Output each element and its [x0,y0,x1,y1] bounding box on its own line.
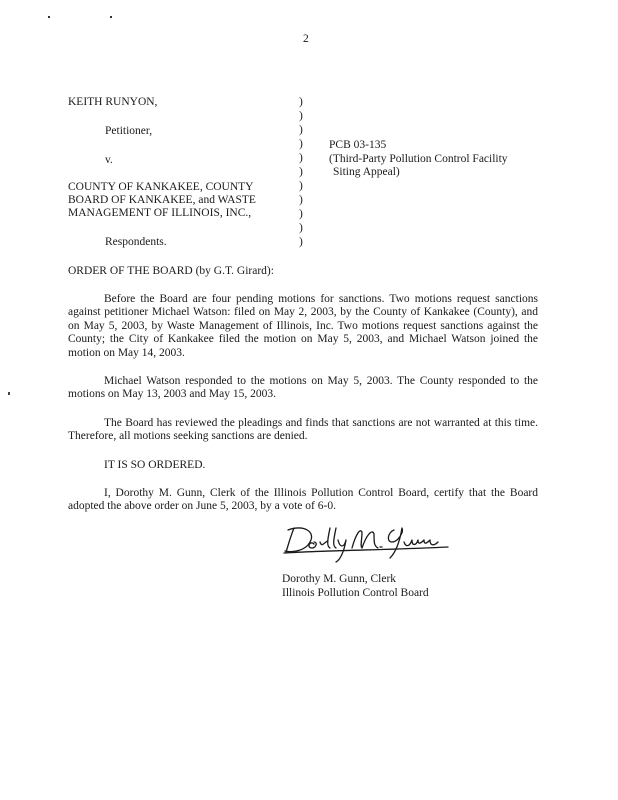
paren: ) [299,152,303,164]
so-ordered: IT IS SO ORDERED. [104,459,206,471]
paren: ) [299,236,303,248]
paren: ) [299,166,303,178]
paren: ) [299,208,303,220]
scan-speck [110,16,112,18]
scan-speck [8,392,10,395]
respondent-line-2: BOARD OF KANKAKEE, and WASTE [68,194,256,206]
petitioner-role: Petitioner, [105,125,153,137]
signatory-name-title: Dorothy M. Gunn, Clerk [282,573,397,585]
petitioner-name: KEITH RUNYON, [68,96,158,108]
paragraph-ruling: The Board has reviewed the pleadings and finds that sanctions are not warranted at this time. Therefore, all motions seeking sanctions are denied. [68,417,538,443]
paren: ) [299,124,303,136]
paren: ) [299,194,303,206]
case-number: PCB 03-135 [329,139,387,151]
respondent-line-1: COUNTY OF KANKAKEE, COUNTY [68,181,254,193]
versus-label: v. [105,154,113,166]
signatory-organization: Illinois Pollution Control Board [282,587,429,599]
paragraph-responses: Michael Watson responded to the motions on May 5, 2003. The County responded to the motions on May 13, 2003 and May 15, 2003. [68,375,538,401]
paren: ) [299,96,303,108]
respondent-line-3: MANAGEMENT OF ILLINOIS, INC., [68,207,252,219]
paragraph-certification: I, Dorothy M. Gunn, Clerk of the Illinois Pollution Control Board, certify that the Board adopted the above order on June 5, 2003, by a vote of 6-0. [68,487,538,513]
paren: ) [299,138,303,150]
paren: ) [299,222,303,234]
scan-speck [48,16,50,18]
page-number: 2 [303,33,309,45]
paren: ) [299,110,303,122]
case-type-line-2: Siting Appeal) [333,166,400,178]
order-heading: ORDER OF THE BOARD (by G.T. Girard): [68,265,274,277]
handwritten-signature [282,520,452,564]
respondent-role: Respondents. [105,236,167,248]
case-type-line-1: (Third-Party Pollution Control Facility [329,153,508,165]
paren: ) [299,180,303,192]
paragraph-motions: Before the Board are four pending motions for sanctions. Two motions request sanctions against petitioner Michael Watson: filed on May 2, 2003, by the County of Kankakee (County), and on May 5, 2003, by Waste Management of Illinois, Inc. Two motions request sanctions against the County; the City of Kankakee filed the motion on May 5, 2003, and Michael Watson joined the motion on May 14, 2003. [68,293,538,359]
